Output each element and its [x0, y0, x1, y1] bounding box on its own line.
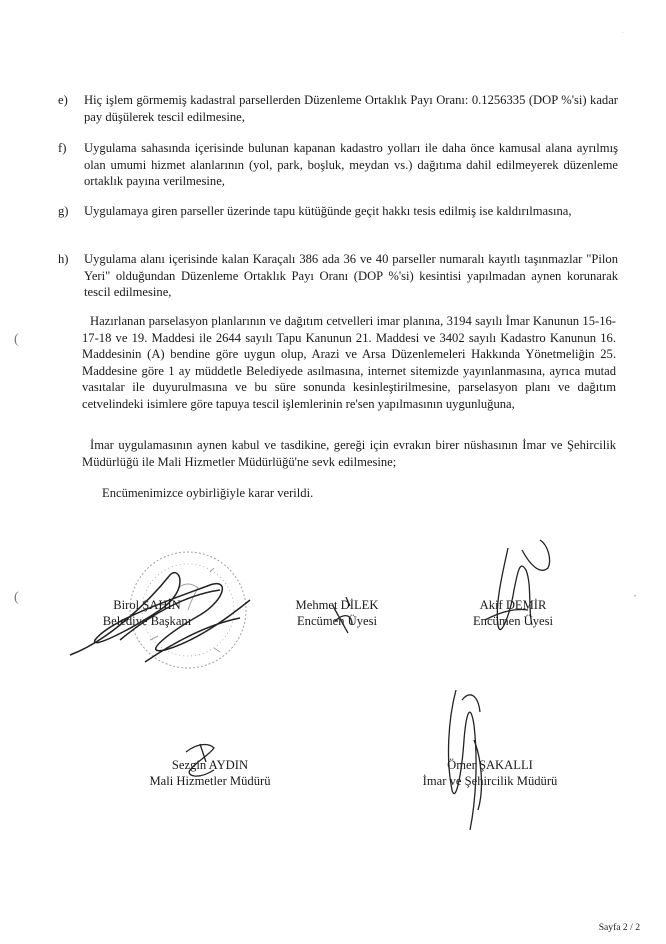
- list-marker: e): [58, 93, 68, 107]
- list-text: Uygulama alanı içerisinde kalan Karaçalı 386 ada 36 ve 40 parseller numaralı kayıtlı taşınmazlar "Pilon Yeri" olduğundan Düzenleme Ortaklık Payı Oranı (DOP %'si) kesintisi yapılmadan aynen korunarak tescil edilmesine,: [84, 252, 618, 299]
- list-marker: g): [58, 204, 69, 218]
- signatory-name: Birol ŞAHİN: [113, 598, 181, 612]
- decision-paragraph: Hazırlanan parselasyon planlarının ve dağıtım cetvelleri imar planına, 3194 sayılı İmar Kanunun 15-16-17-18 ve 19. Maddesi ile 2644 sayılı Tapu Kanunun 21. Maddesi ve 3402 sayılı Kadastro Kanunun 16. Maddesinin (A) bendine göre uygun olup, Arazi ve Arsa Düzenlemeleri Hakkında Yönetmeliğin 25. Maddesine göre 1 ay müddetle Belediyede asılmasına, internet sitemizde yayınlanmasına, ayrıca mutad vasıtalar ile duyurulmasına ve bu süre sonunda kesinleştirilmesine, parselasyon planı ve dağıtım cetvelindeki isimlere göre tapuya tescil işlemlerinin re'sen yapılmasının uygunluğuna,: [82, 314, 616, 411]
- margin-mark: (: [14, 332, 19, 347]
- page-number: Sayfa 2 / 2: [598, 922, 640, 933]
- list-item-g: [58, 203, 618, 220]
- signature-block-mayor: [62, 597, 232, 629]
- signature-block-member-1: [262, 597, 412, 629]
- signatory-name: Akif DEMİR: [479, 598, 547, 612]
- referral-paragraph: İmar uygulamasının aynen kabul ve tasdikine, gereği için evrakın birer nüshasının İmar ve Şehircilik Müdürlüğü ile Mali Hizmetler Müdürlüğü'ne sevk edilmesine;: [82, 438, 616, 469]
- list-text: Hiç işlem görmemiş kadastral parsellerden Düzenleme Ortaklık Payı Oranı: 0.1256335 (DOP %'si) kadar pay düşülerek tescil edilmesine,: [84, 93, 618, 124]
- signature-block-zoning-director: [390, 757, 590, 789]
- list-text: Uygulama sahasında içerisinde bulunan kapanan kadastro yolları ile daha önce kamusal alana ayrılmış olan umumi hizmet alanlarının (yol, park, boşluk, meydan vs.) dağıtıma dahil edilmeyerek düzenleme ortaklık payına verilmesine,: [84, 141, 618, 188]
- list-text: Uygulamaya giren parseller üzerinde tapu kütüğünde geçit hakkı tesis edilmiş ise kaldırılmasına,: [84, 204, 572, 218]
- list-marker: h): [58, 252, 69, 266]
- margin-mark: (: [14, 590, 19, 605]
- signature-block-finance-director: [115, 757, 305, 789]
- signatory-title: Encümen Üyesi: [472, 614, 554, 628]
- list-item-f: [58, 140, 618, 190]
- list-item-h: [58, 251, 618, 301]
- signature-block-member-2: [448, 597, 578, 629]
- signatory-title: Mali Hizmetler Müdürü: [149, 774, 271, 788]
- list-marker: f): [58, 141, 67, 155]
- scan-speck: ·: [622, 30, 624, 36]
- signatory-title: İmar ve Şehircilik Müdürü: [422, 774, 558, 788]
- scan-speck: •: [634, 594, 637, 600]
- unanimous-decision: Encümenimizce oybirliğiyle karar verildi.: [102, 486, 314, 500]
- signatory-title: Encümen Üyesi: [296, 614, 378, 628]
- signatory-name: Ömer ŞAKALLI: [447, 758, 533, 772]
- list-item-e: [58, 92, 618, 125]
- signatory-title: Belediye Başkanı: [102, 614, 192, 628]
- signatory-name: Sezgin AYDIN: [171, 758, 249, 772]
- signatory-name: Mehmet DİLEK: [295, 598, 379, 612]
